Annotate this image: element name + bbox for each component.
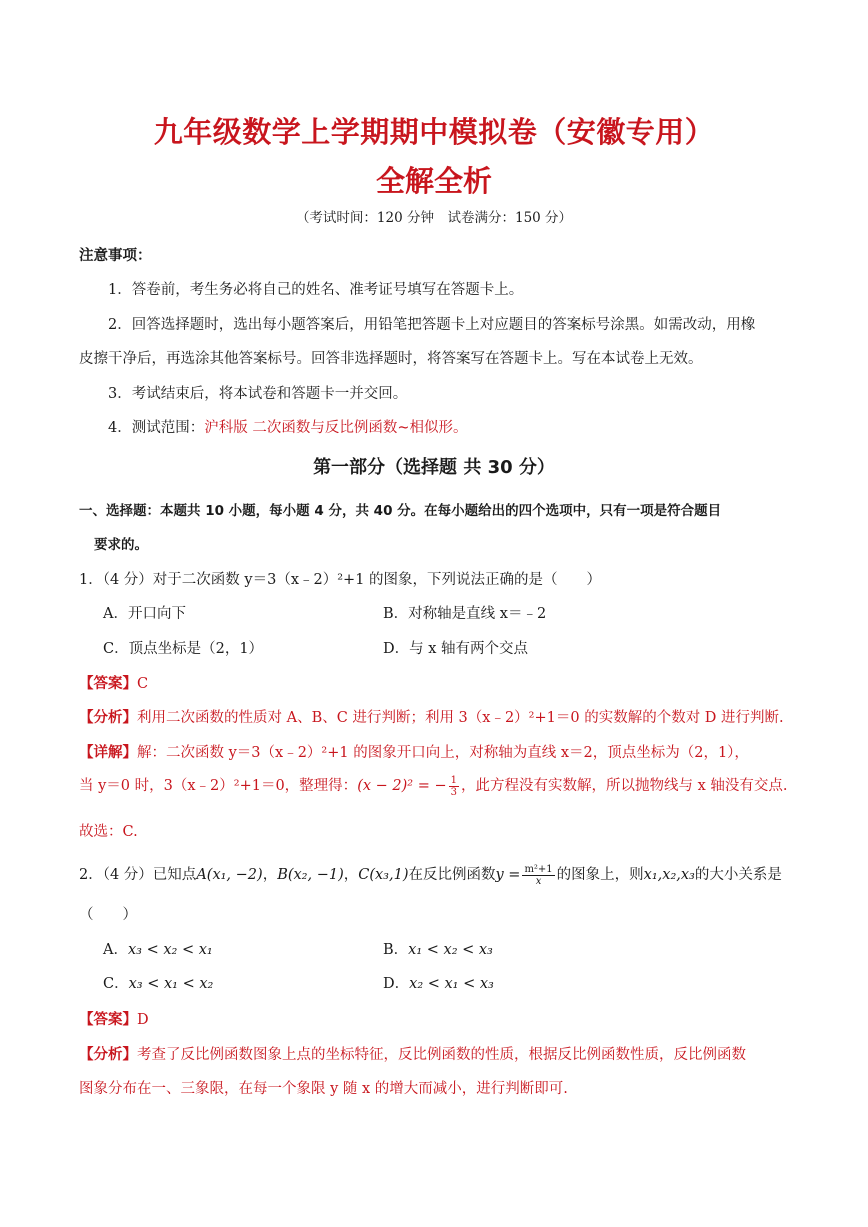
q2-option-b-label: B．	[383, 942, 409, 958]
notice-item-3: 3．考试结束后，将本试卷和答题卡一并交回。	[108, 386, 408, 402]
q1-detail-line2-text: 当 y＝0 时，3（x﹣2）²+1＝0，整理得：	[79, 778, 358, 794]
q2-answer	[79, 1008, 149, 1029]
q2-option-c-text: x₃ < x₁ < x₂	[128, 976, 214, 992]
exam-info: （考试时间：120 分钟 试卷满分：150 分）	[295, 210, 573, 226]
q1-analysis-tag: 【分析】	[79, 710, 137, 726]
q2-stem-d: 的大小关系是	[694, 867, 782, 883]
test-range: 沪科版 二次函数与反比例函数~相似形。	[204, 420, 468, 436]
q1-option-b: B．对称轴是直线 x＝﹣2	[383, 606, 547, 622]
notice-item-4	[108, 416, 468, 437]
q1-answer	[79, 672, 148, 693]
q2-option-c	[103, 972, 213, 993]
q2-point-b: B(x₂, −1)	[277, 867, 344, 883]
q2-option-a-label: A．	[103, 942, 128, 958]
q1-detail-line2-end: ，此方程没有实数解，所以抛物线与 x 轴没有交点.	[460, 778, 788, 794]
q1-detail-tag: 【详解】	[79, 745, 137, 761]
q2-function-den: x	[535, 875, 542, 887]
q1-answer-value: C	[137, 676, 149, 692]
q1-detail-line1	[79, 741, 749, 762]
q1-detail-line2	[79, 774, 788, 798]
q2-analysis-tag: 【分析】	[79, 1047, 137, 1063]
notice-item-2-line2: 皮擦干净后，再选涂其他答案标号。回答非选择题时，将答案写在答题卡上。写在本试卷上无效。	[79, 351, 703, 367]
q2-function-fraction	[522, 864, 554, 887]
q2-stem-a: 2．（4 分）已知点	[79, 867, 197, 883]
q2-analysis-line1	[79, 1043, 746, 1064]
q1-stem: 1．（4 分）对于二次函数 y＝3（x﹣2）²+1 的图象，下列说法正确的是（ ）	[79, 572, 602, 588]
q1-option-a: A．开口向下	[103, 606, 186, 622]
q1-option-d: D．与 x 轴有两个交点	[383, 641, 529, 657]
q2-option-a	[103, 938, 213, 959]
notice-item-4-prefix: 4．测试范围：	[108, 420, 205, 436]
q2-point-a: A(x₁, −2)	[196, 867, 263, 883]
q1-answer-tag: 【答案】	[79, 676, 137, 692]
q2-option-a-text: x₃ < x₂ < x₁	[127, 942, 213, 958]
section-intro-line2: 要求的。	[94, 537, 148, 553]
q2-stem: 2．（4 分）已知点A(x₁, −2)，B(x₂, −1)，C(x₃,1)在反比例函数y = $\frac{\text{m²+1}}{x}$ 的图象上，则x₁,x₂,x₃的大小关系是	[79, 863, 782, 887]
q2-function-lhs: y =	[495, 867, 521, 883]
q1-option-c: C．顶点坐标是（2，1）	[103, 641, 264, 657]
q1-analysis	[79, 706, 784, 727]
q2-function-num: m²+1	[524, 863, 553, 875]
q2-answer-tag: 【答案】	[79, 1012, 137, 1028]
notice-item-2-line1: 2．回答选择题时，选出每小题答案后，用铅笔把答题卡上对应题目的答案标号涂黑。如需改动，用橡	[108, 317, 756, 333]
q1-analysis-text: 利用二次函数的性质对 A、B、C 进行判断；利用 3（x﹣2）²+1＝0 的实数解的个数对 D 进行判断.	[137, 710, 784, 726]
q2-analysis-text: 考查了反比例函数图象上点的坐标特征，反比例函数的性质，根据反比例函数性质，反比例函数	[137, 1047, 746, 1063]
q2-option-d-text: x₂ < x₁ < x₃	[409, 976, 494, 992]
page-subtitle: 全解全析	[375, 164, 492, 198]
q2-option-d	[383, 972, 494, 993]
q1-equation: (x − 2)² = −	[357, 778, 447, 794]
q2-answer-value: D	[137, 1012, 149, 1028]
q1-detail-line3: 故选：C.	[79, 824, 138, 840]
notice-item-1: 1．答卷前，考生务必将自己的姓名、准考证号填写在答题卡上。	[108, 282, 524, 298]
q2-option-b	[383, 938, 493, 959]
q2-option-c-label: C．	[103, 976, 129, 992]
q2-option-d-label: D．	[383, 976, 410, 992]
q2-point-c: C(x₃,1)	[358, 867, 409, 883]
notice-heading: 注意事项：	[79, 248, 152, 264]
q2-answer-paren: （ ）	[79, 907, 137, 923]
q1-fraction-den: 3	[450, 786, 457, 798]
q2-option-b-text: x₁ < x₂ < x₃	[408, 942, 493, 958]
section-title: 第一部分（选择题 共 30 分）	[313, 457, 555, 478]
q2-vars: x₁,x₂,x₃	[643, 867, 695, 883]
q2-stem-b: 在反比例函数	[408, 867, 496, 883]
q2-stem-c: 的图象上，则	[556, 867, 644, 883]
section-intro-line1: 一、选择题：本题共 10 小题，每小题 4 分，共 40 分。在每小题给出的四个选项中，只有一项是符合题目	[79, 503, 722, 519]
q1-fraction	[449, 775, 459, 798]
q1-fraction-num: 1	[450, 774, 457, 786]
q1-detail-text: 解：二次函数 y＝3（x﹣2）²+1 的图象开口向上，对称轴为直线 x＝2，顶点坐标为（2，1），	[137, 745, 749, 761]
q2-analysis-line2: 图象分布在一、三象限，在每一个象限 y 随 x 的增大而减小，进行判断即可.	[79, 1081, 568, 1097]
page-title: 九年级数学上学期期中模拟卷（安徽专用）	[153, 115, 715, 149]
